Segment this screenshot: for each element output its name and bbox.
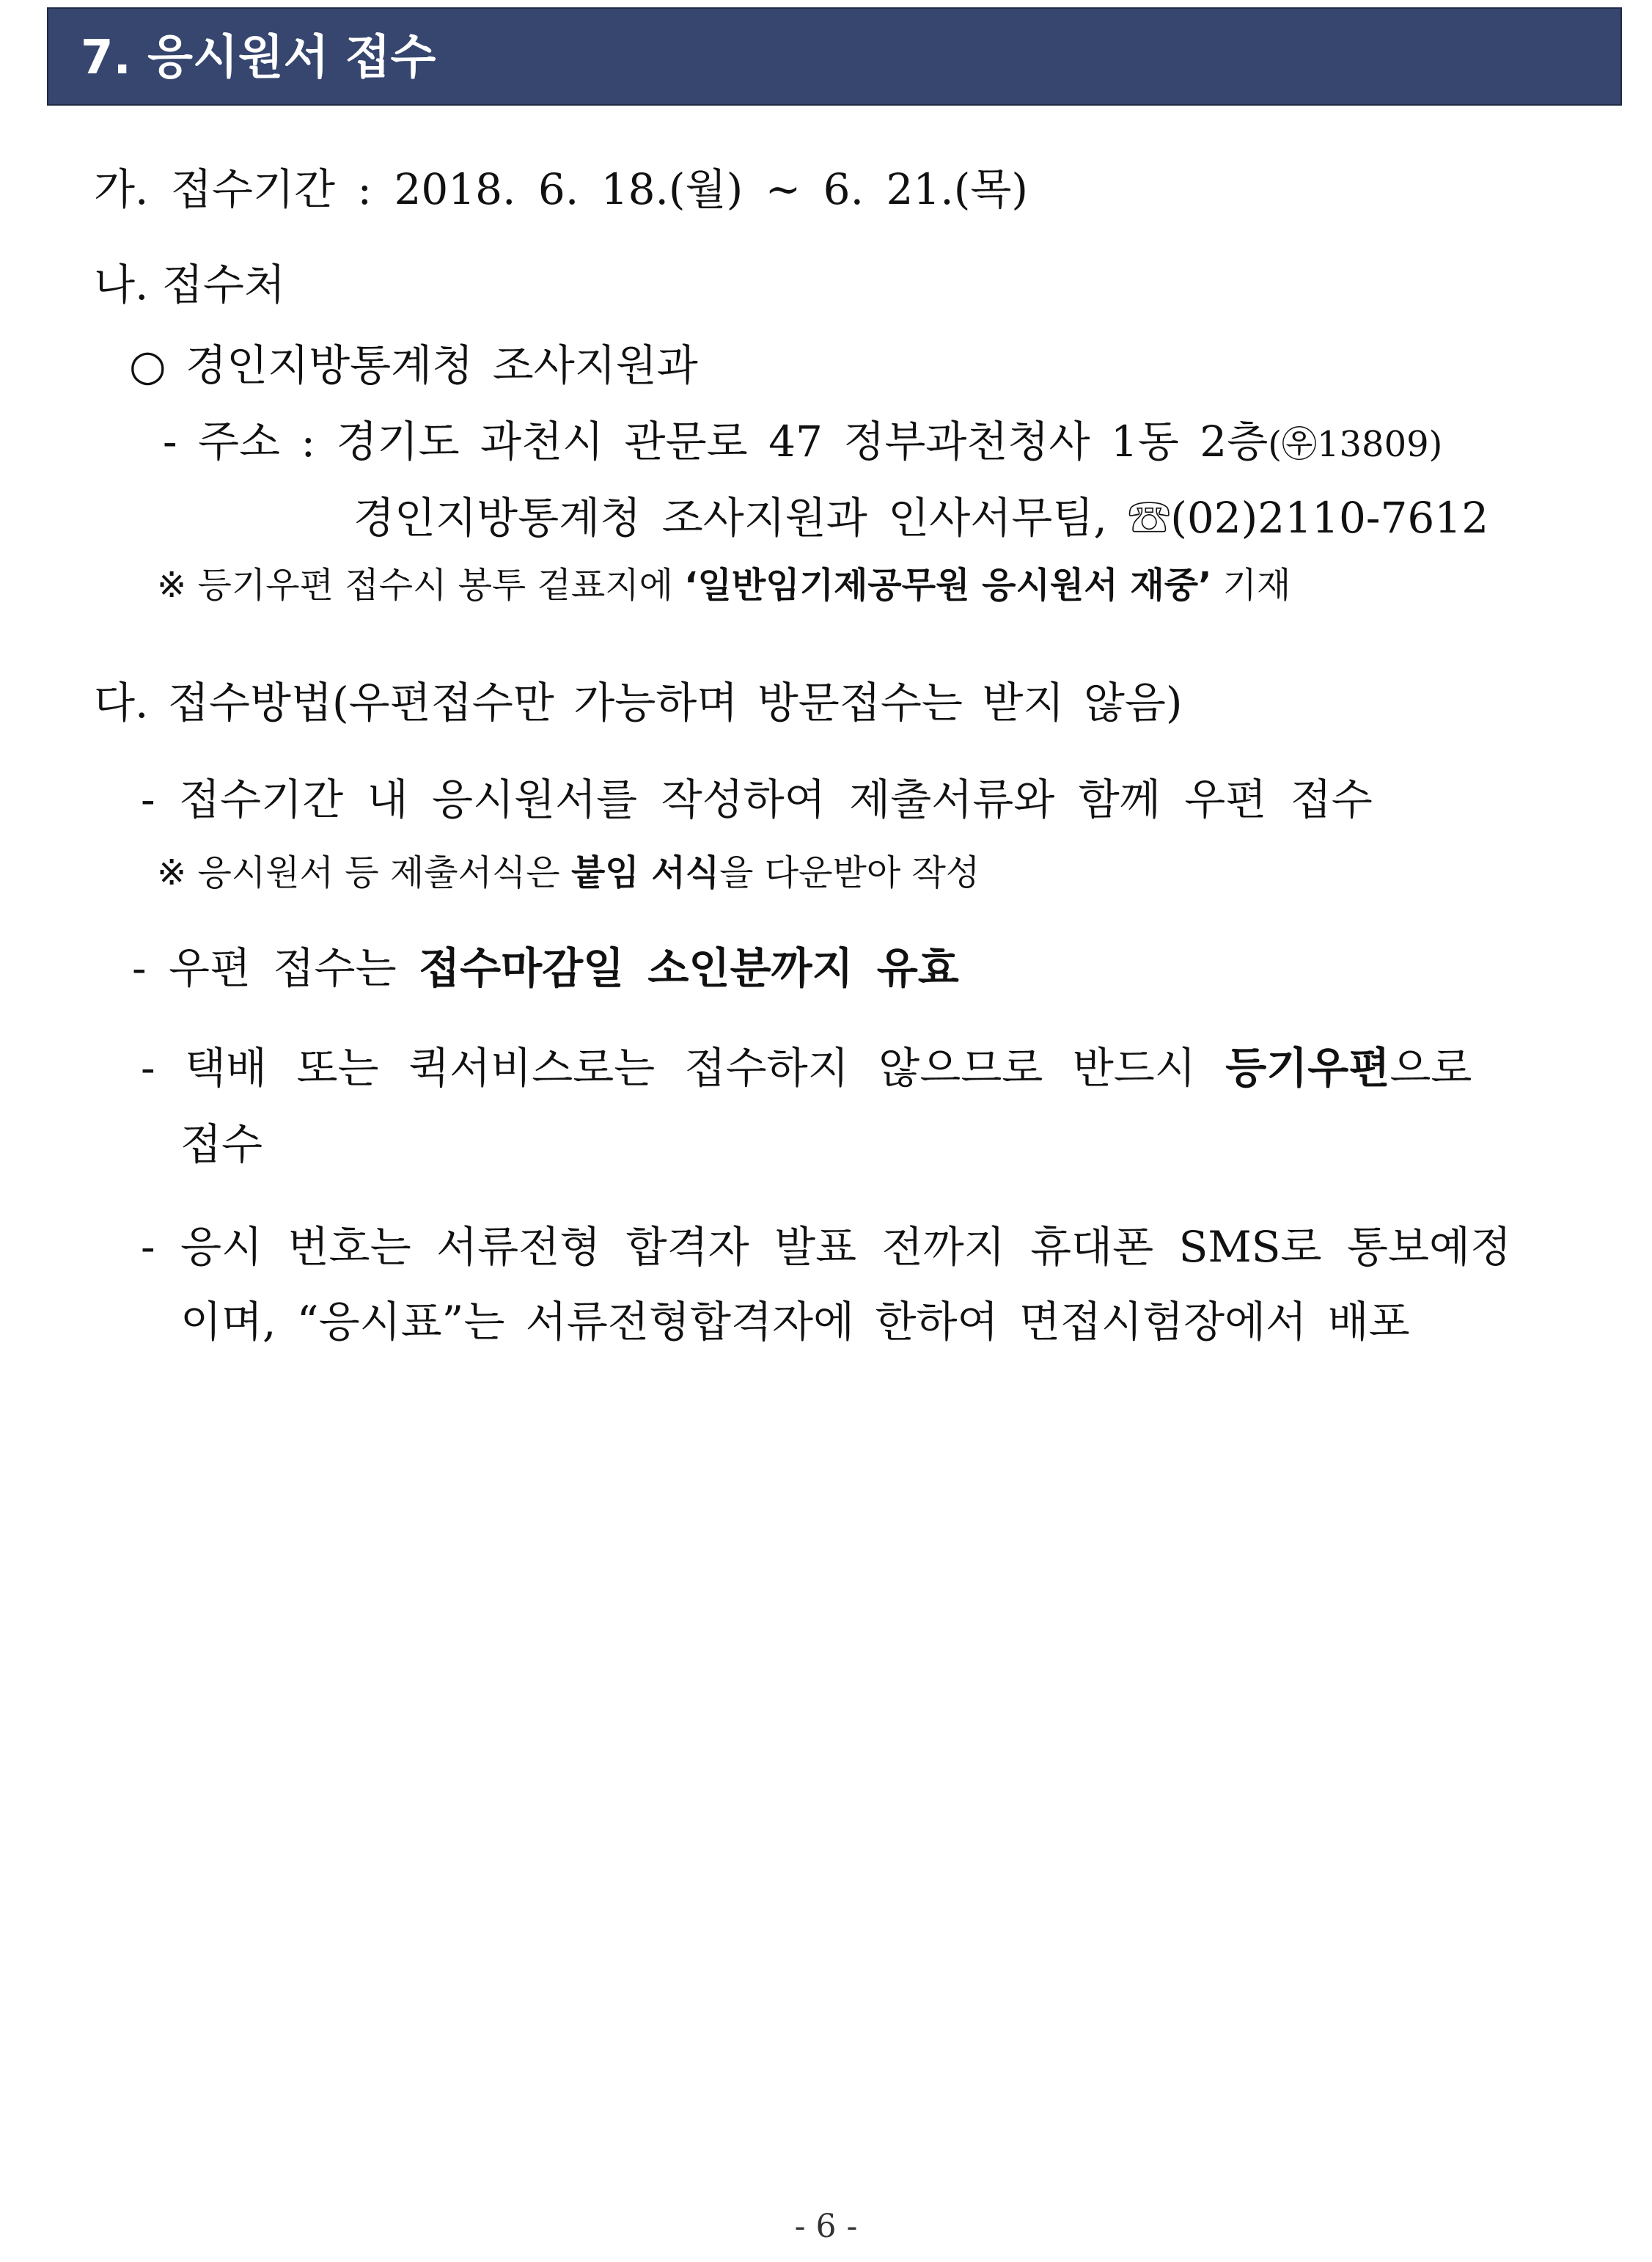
address-line xyxy=(163,412,1442,474)
registered-mail-note xyxy=(157,556,1291,615)
method-item-1: - 접수기간 내 응시원서를 작성하여 제출서류와 함께 우편 접수 xyxy=(141,775,1373,824)
phone-number: ☏(02)2110-7612 xyxy=(1128,493,1489,543)
address-value: 경기도 과천시 관문로 47 정부과천청사 1동 2층 xyxy=(336,417,1269,466)
form-note-prefix: ※ 응시원서 등 제출서식은 xyxy=(157,852,571,893)
method-item-4-line-1: - 응시 번호는 서류전형 합격자 발표 전까지 휴대폰 SMS로 통보예정 xyxy=(141,1222,1512,1272)
item2-bold: 접수마감일 소인분까지 유효 xyxy=(419,943,959,993)
item3-bold: 등기우편 xyxy=(1225,1043,1390,1093)
team-name: 경인지방통계청 조사지원과 인사서무팀, xyxy=(353,493,1107,543)
section-title: 7. 응시원서 접수 xyxy=(81,31,436,85)
period-label: 가. 접수기간 xyxy=(94,164,336,214)
note-bold: ‘일반임기제공무원 응시원서 재중’ xyxy=(684,565,1212,606)
form-note xyxy=(157,843,980,902)
item3-suffix: 으로 xyxy=(1389,1043,1472,1093)
method-item-3 xyxy=(141,1039,1472,1097)
address-prefix: - 주소 : xyxy=(163,417,316,466)
office-heading: 나. 접수처 xyxy=(94,260,285,310)
postal-code: (㉾13809) xyxy=(1268,424,1443,465)
form-note-suffix: 을 다운받아 작성 xyxy=(719,852,980,893)
page-number: - 6 - xyxy=(794,2208,858,2245)
period-value: 2018. 6. 18.(월) ~ 6. 21.(목) xyxy=(394,164,1028,214)
note-suffix: 기재 xyxy=(1211,565,1291,606)
method-item-2 xyxy=(132,939,959,998)
period-separator: : xyxy=(357,164,372,214)
method-item-3-continuation: 접수 xyxy=(180,1119,263,1169)
team-line xyxy=(353,488,1488,547)
period-line xyxy=(94,160,1028,219)
note-prefix: ※ 등기우편 접수시 봉투 겉표지에 xyxy=(157,565,685,606)
section-header-bar xyxy=(47,7,1622,106)
form-note-bold: 붙임 서식 xyxy=(570,852,720,893)
item3-prefix: - 택배 또는 퀵서비스로는 접수하지 않으므로 반드시 xyxy=(141,1043,1226,1093)
office-name: ○ 경인지방통계청 조사지원과 xyxy=(129,340,698,390)
item2-prefix: - 우편 접수는 xyxy=(132,943,419,993)
method-item-4-line-2: 이며, “응시표”는 서류전형합격자에 한하여 면접시험장에서 배포 xyxy=(180,1297,1410,1347)
method-heading: 다. 접수방법(우편접수만 가능하며 방문접수는 받지 않음) xyxy=(94,678,1183,728)
